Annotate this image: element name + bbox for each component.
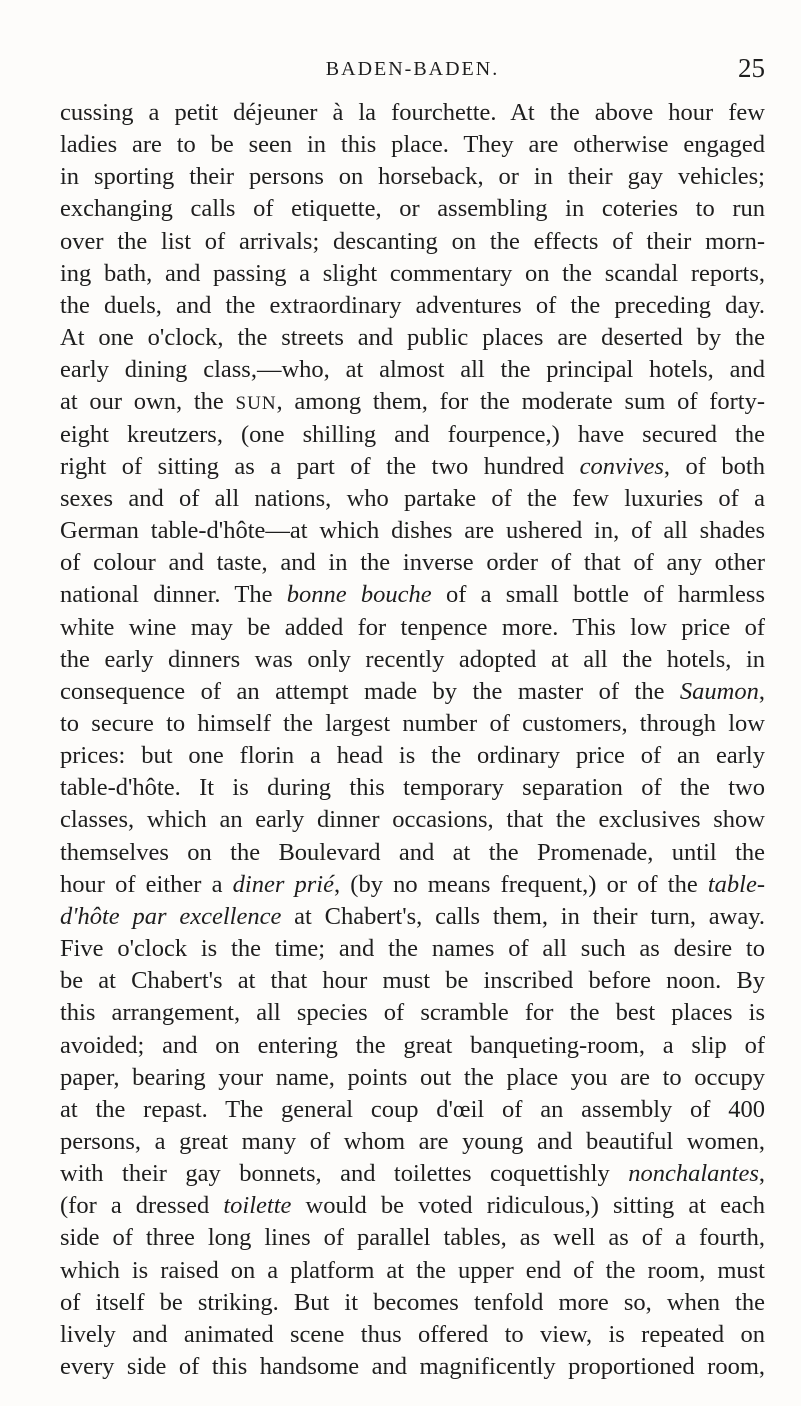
text-line: ladies are to be seen in this place. They are otherwise engaged [60,131,765,159]
text-line: (for a dressed toilette would be voted ridiculous,) sitting at each [60,1192,765,1220]
text-line: early dining class,—who, at almost all the principal hotels, and [60,356,765,384]
text-line: the duels, and the extraordinary adventures of the preceding day. [60,291,765,319]
text-line: this arrangement, all species of scramble for the best places is [60,999,765,1027]
text-line: persons, a great many of whom are young and beautiful women, [60,1128,765,1155]
text-line: prices: but one florin a head is the ordinary price of an early [60,742,765,770]
text-line: with their gay bonnets, and toilettes coquettishly nonchalantes, [60,1160,765,1188]
text-line: every side of this handsome and magnificently proportioned room, [60,1353,765,1381]
text-line: d'hôte par excellence at Chabert's, calls them, in their turn, away. [60,902,765,930]
text-line: cussing a petit déjeuner à la fourchette. At the above hour few [60,99,765,126]
text-line: side of three long lines of parallel tables, as well as of a fourth, [60,1224,765,1252]
text-line: themselves on the Boulevard and at the Promenade, until the [60,838,765,866]
text-line: at the repast. The general coup d'œil of an assembly of 400 [60,1095,765,1123]
text-line: be at Chabert's at that hour must be inscribed before noon. By [60,967,765,995]
text-line: over the list of arrivals; descanting on the effects of their morn- [60,227,765,255]
text-line: in sporting their persons on horseback, or in their gay vehicles; [60,163,765,191]
text-line: table-d'hôte. It is during this temporary separation of the two [60,774,765,802]
text-line: classes, which an early dinner occasions, that the exclusives show [60,806,765,834]
text-line: national dinner. The bonne bouche of a small bottle of harmless [60,581,765,609]
text-line: at our own, the SUN, among them, for the moderate sum of forty- [60,388,765,416]
text-line: sexes and of all nations, who partake of the few luxuries of a [60,484,765,512]
text-line: hour of either a diner prié, (by no means frequent,) or of the table- [60,870,765,898]
text-line: lively and animated scene thus offered to view, is repeated on [60,1320,765,1348]
text-line: At one o'clock, the streets and public places are deserted by the [60,324,765,352]
text-line: Five o'clock is the time; and the names of all such as desire to [60,935,765,963]
text-line: ing bath, and passing a slight commentary on the scandal reports, [60,259,765,287]
text-line: right of sitting as a part of the two hundred convives, of both [60,452,765,480]
text-line: the early dinners was only recently adopted at all the hotels, in [60,645,765,673]
body-text [60,97,765,1383]
text-line: exchanging calls of etiquette, or assembling in coteries to run [60,195,765,223]
text-line: of colour and taste, and in the inverse order of that of any other [60,549,765,577]
text-line: which is raised on a platform at the upper end of the room, must [60,1256,765,1284]
running-title: BADEN-BADEN. [325,58,500,80]
text-line: to secure to himself the largest number of customers, through low [60,709,765,737]
text-line: German table-d'hôte—at which dishes are ushered in, of all shades [60,517,765,545]
text-line: white wine may be added for tenpence more. This low price of [60,613,765,641]
text-line: consequence of an attempt made by the master of the Saumon, [60,677,765,705]
text-line: paper, bearing your name, points out the place you are to occupy [60,1063,765,1091]
text-line: of itself be striking. But it becomes tenfold more so, when the [60,1288,765,1316]
text-line: eight kreutzers, (one shilling and fourpence,) have secured the [60,420,765,448]
page-number: 25 [738,53,765,83]
text-line: avoided; and on entering the great banqueting-room, a slip of [60,1031,765,1059]
running-header [60,53,765,86]
